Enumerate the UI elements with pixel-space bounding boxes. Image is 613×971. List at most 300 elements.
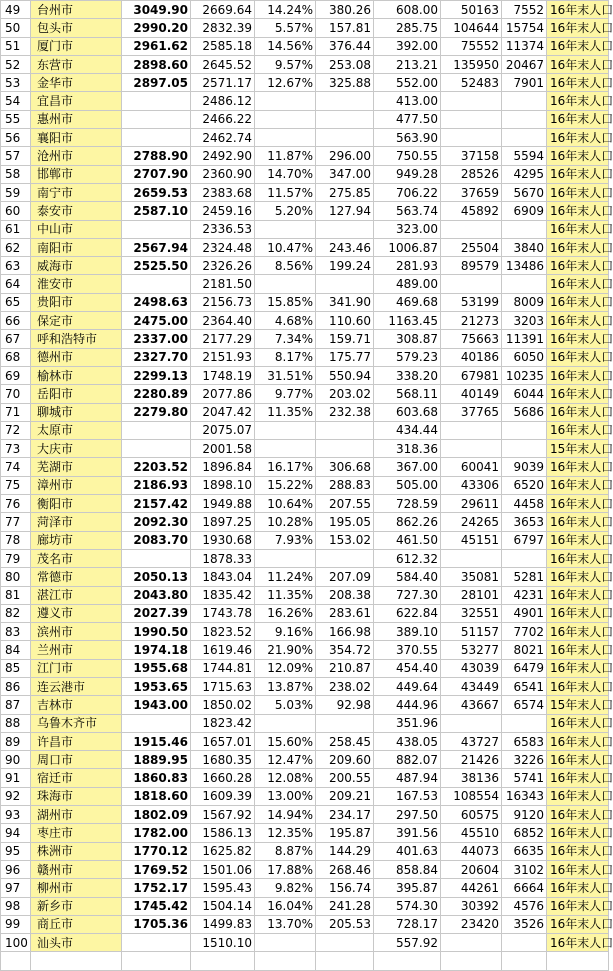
value-col-6: 4901 bbox=[502, 604, 547, 622]
population-value: 285.75 bbox=[374, 19, 441, 37]
growth-rate: 7.93% bbox=[255, 531, 316, 549]
table-row bbox=[1, 238, 609, 256]
gdp-value: 2897.05 bbox=[122, 74, 191, 92]
row-index: 98 bbox=[1, 897, 31, 915]
population-value: 489.00 bbox=[374, 275, 441, 293]
city-name: 大庆市 bbox=[31, 440, 122, 458]
population-value: 505.00 bbox=[374, 476, 441, 494]
per-capita-value: 53277 bbox=[441, 641, 502, 659]
per-capita-value: 43306 bbox=[441, 476, 502, 494]
row-index: 64 bbox=[1, 275, 31, 293]
gdp-value: 2280.89 bbox=[122, 385, 191, 403]
growth-rate: 12.35% bbox=[255, 824, 316, 842]
value-col-1: 1499.83 bbox=[191, 915, 255, 933]
table-row bbox=[1, 55, 609, 73]
per-capita-value: 43039 bbox=[441, 659, 502, 677]
table-row bbox=[1, 915, 609, 933]
value-col-6 bbox=[502, 440, 547, 458]
table-row bbox=[1, 92, 609, 110]
population-value: 449.64 bbox=[374, 677, 441, 695]
growth-rate bbox=[255, 421, 316, 439]
gdp-value bbox=[122, 934, 191, 952]
value-col-3: 157.81 bbox=[316, 19, 374, 37]
growth-rate: 14.24% bbox=[255, 1, 316, 19]
population-note: 16年末人口 bbox=[547, 641, 609, 659]
population-value: 167.53 bbox=[374, 787, 441, 805]
city-name: 聊城市 bbox=[31, 403, 122, 421]
per-capita-value: 23420 bbox=[441, 915, 502, 933]
table-row bbox=[1, 787, 609, 805]
population-note: 16年末人口 bbox=[547, 275, 609, 293]
row-index: 59 bbox=[1, 183, 31, 201]
growth-rate: 16.17% bbox=[255, 458, 316, 476]
population-note: 16年末人口 bbox=[547, 110, 609, 128]
value-col-6: 9039 bbox=[502, 458, 547, 476]
population-note: 16年末人口 bbox=[547, 860, 609, 878]
table-row bbox=[1, 440, 609, 458]
population-value: 552.00 bbox=[374, 74, 441, 92]
gdp-value: 1752.17 bbox=[122, 879, 191, 897]
empty-cell bbox=[122, 952, 191, 970]
value-col-1: 1619.46 bbox=[191, 641, 255, 659]
value-col-3 bbox=[316, 129, 374, 147]
per-capita-value: 40149 bbox=[441, 385, 502, 403]
gdp-value: 2279.80 bbox=[122, 403, 191, 421]
gdp-value: 2525.50 bbox=[122, 257, 191, 275]
population-value: 603.68 bbox=[374, 403, 441, 421]
population-note: 16年末人口 bbox=[547, 147, 609, 165]
row-index: 87 bbox=[1, 696, 31, 714]
value-col-3: 376.44 bbox=[316, 37, 374, 55]
row-index: 96 bbox=[1, 860, 31, 878]
population-value: 568.11 bbox=[374, 385, 441, 403]
table-row bbox=[1, 677, 609, 695]
gdp-value: 2050.13 bbox=[122, 568, 191, 586]
city-name: 厦门市 bbox=[31, 37, 122, 55]
per-capita-value: 21426 bbox=[441, 751, 502, 769]
population-value: 444.96 bbox=[374, 696, 441, 714]
value-col-1: 1835.42 bbox=[191, 586, 255, 604]
growth-rate: 15.85% bbox=[255, 293, 316, 311]
value-col-1: 2156.73 bbox=[191, 293, 255, 311]
value-col-6: 6574 bbox=[502, 696, 547, 714]
value-col-3: 275.85 bbox=[316, 183, 374, 201]
row-index: 71 bbox=[1, 403, 31, 421]
per-capita-value: 38136 bbox=[441, 769, 502, 787]
value-col-3 bbox=[316, 440, 374, 458]
row-index: 70 bbox=[1, 385, 31, 403]
value-col-3: 238.02 bbox=[316, 677, 374, 695]
value-col-3 bbox=[316, 220, 374, 238]
gdp-value: 1953.65 bbox=[122, 677, 191, 695]
population-value: 728.17 bbox=[374, 915, 441, 933]
per-capita-value: 52483 bbox=[441, 74, 502, 92]
row-index: 50 bbox=[1, 19, 31, 37]
value-col-6 bbox=[502, 92, 547, 110]
city-name: 滨州市 bbox=[31, 623, 122, 641]
growth-rate: 10.64% bbox=[255, 495, 316, 513]
value-col-6: 3653 bbox=[502, 513, 547, 531]
value-col-1: 1748.19 bbox=[191, 366, 255, 384]
population-note: 16年末人口 bbox=[547, 312, 609, 330]
growth-rate bbox=[255, 220, 316, 238]
gdp-value bbox=[122, 714, 191, 732]
gdp-value: 1705.36 bbox=[122, 915, 191, 933]
population-note: 15年末人口 bbox=[547, 696, 609, 714]
row-index: 66 bbox=[1, 312, 31, 330]
value-col-1: 1898.10 bbox=[191, 476, 255, 494]
gdp-value: 1943.00 bbox=[122, 696, 191, 714]
growth-rate: 17.88% bbox=[255, 860, 316, 878]
growth-rate: 7.34% bbox=[255, 330, 316, 348]
gdp-value: 1818.60 bbox=[122, 787, 191, 805]
growth-rate: 21.90% bbox=[255, 641, 316, 659]
per-capita-value: 75552 bbox=[441, 37, 502, 55]
value-col-3: 110.60 bbox=[316, 312, 374, 330]
city-name: 宿迁市 bbox=[31, 769, 122, 787]
value-col-1: 2047.42 bbox=[191, 403, 255, 421]
value-col-3: 234.17 bbox=[316, 806, 374, 824]
empty-cell bbox=[316, 952, 374, 970]
row-index: 72 bbox=[1, 421, 31, 439]
table-row bbox=[1, 604, 609, 622]
row-index: 84 bbox=[1, 641, 31, 659]
value-col-1: 2486.12 bbox=[191, 92, 255, 110]
city-name: 岳阳市 bbox=[31, 385, 122, 403]
city-name: 枣庄市 bbox=[31, 824, 122, 842]
table-row bbox=[1, 842, 609, 860]
population-value: 389.10 bbox=[374, 623, 441, 641]
city-name: 惠州市 bbox=[31, 110, 122, 128]
per-capita-value: 50163 bbox=[441, 1, 502, 19]
growth-rate: 11.35% bbox=[255, 403, 316, 421]
row-index: 52 bbox=[1, 55, 31, 73]
per-capita-value: 53199 bbox=[441, 293, 502, 311]
population-note: 16年末人口 bbox=[547, 293, 609, 311]
row-index: 62 bbox=[1, 238, 31, 256]
city-name: 汕头市 bbox=[31, 934, 122, 952]
growth-rate: 10.28% bbox=[255, 513, 316, 531]
gdp-value: 2043.80 bbox=[122, 586, 191, 604]
value-col-1: 2492.90 bbox=[191, 147, 255, 165]
value-col-6: 9120 bbox=[502, 806, 547, 824]
per-capita-value: 43667 bbox=[441, 696, 502, 714]
city-name: 南阳市 bbox=[31, 238, 122, 256]
gdp-value: 2990.20 bbox=[122, 19, 191, 37]
per-capita-value bbox=[441, 934, 502, 952]
city-name: 宜昌市 bbox=[31, 92, 122, 110]
per-capita-value: 60041 bbox=[441, 458, 502, 476]
value-col-6: 6664 bbox=[502, 879, 547, 897]
per-capita-value: 29611 bbox=[441, 495, 502, 513]
per-capita-value: 21273 bbox=[441, 312, 502, 330]
value-col-6: 4295 bbox=[502, 165, 547, 183]
table-row bbox=[1, 659, 609, 677]
growth-rate: 14.56% bbox=[255, 37, 316, 55]
row-index: 99 bbox=[1, 915, 31, 933]
gdp-value: 1915.46 bbox=[122, 732, 191, 750]
gdp-value: 2327.70 bbox=[122, 348, 191, 366]
row-index: 75 bbox=[1, 476, 31, 494]
table-row bbox=[1, 183, 609, 201]
growth-rate: 14.70% bbox=[255, 165, 316, 183]
growth-rate: 11.35% bbox=[255, 586, 316, 604]
gdp-value bbox=[122, 129, 191, 147]
growth-rate: 8.17% bbox=[255, 348, 316, 366]
table-row bbox=[1, 586, 609, 604]
table-row bbox=[1, 879, 609, 897]
table-row bbox=[1, 275, 609, 293]
row-index: 53 bbox=[1, 74, 31, 92]
value-col-1: 2571.17 bbox=[191, 74, 255, 92]
population-value: 487.94 bbox=[374, 769, 441, 787]
row-index: 100 bbox=[1, 934, 31, 952]
growth-rate: 4.68% bbox=[255, 312, 316, 330]
gdp-value: 1769.52 bbox=[122, 860, 191, 878]
population-note: 16年末人口 bbox=[547, 549, 609, 567]
value-col-6: 3203 bbox=[502, 312, 547, 330]
empty-cell bbox=[441, 952, 502, 970]
population-value: 323.00 bbox=[374, 220, 441, 238]
city-name: 保定市 bbox=[31, 312, 122, 330]
per-capita-value bbox=[441, 421, 502, 439]
value-col-1: 1501.06 bbox=[191, 860, 255, 878]
value-col-6: 3526 bbox=[502, 915, 547, 933]
value-col-6 bbox=[502, 714, 547, 732]
population-value: 949.28 bbox=[374, 165, 441, 183]
table-row bbox=[1, 129, 609, 147]
city-name: 泰安市 bbox=[31, 202, 122, 220]
per-capita-value: 20604 bbox=[441, 860, 502, 878]
gdp-value: 2186.93 bbox=[122, 476, 191, 494]
value-col-1: 1657.01 bbox=[191, 732, 255, 750]
table-row bbox=[1, 147, 609, 165]
population-note: 16年末人口 bbox=[547, 915, 609, 933]
value-col-6: 5594 bbox=[502, 147, 547, 165]
growth-rate bbox=[255, 934, 316, 952]
value-col-3: 253.08 bbox=[316, 55, 374, 73]
population-value: 563.74 bbox=[374, 202, 441, 220]
gdp-value: 2707.90 bbox=[122, 165, 191, 183]
population-value: 612.32 bbox=[374, 549, 441, 567]
population-value: 297.50 bbox=[374, 806, 441, 824]
growth-rate: 13.00% bbox=[255, 787, 316, 805]
city-name: 榆林市 bbox=[31, 366, 122, 384]
population-note: 16年末人口 bbox=[547, 659, 609, 677]
row-index: 49 bbox=[1, 1, 31, 19]
growth-rate: 9.57% bbox=[255, 55, 316, 73]
table-row bbox=[1, 385, 609, 403]
value-col-1: 2585.18 bbox=[191, 37, 255, 55]
value-col-3: 208.38 bbox=[316, 586, 374, 604]
population-value: 401.63 bbox=[374, 842, 441, 860]
population-note: 16年末人口 bbox=[547, 714, 609, 732]
row-index: 90 bbox=[1, 751, 31, 769]
population-note: 16年末人口 bbox=[547, 348, 609, 366]
per-capita-value: 45892 bbox=[441, 202, 502, 220]
city-name: 太原市 bbox=[31, 421, 122, 439]
population-note: 16年末人口 bbox=[547, 366, 609, 384]
population-note: 16年末人口 bbox=[547, 37, 609, 55]
row-index: 92 bbox=[1, 787, 31, 805]
empty-cell bbox=[31, 952, 122, 970]
per-capita-value: 37765 bbox=[441, 403, 502, 421]
growth-rate: 9.77% bbox=[255, 385, 316, 403]
value-col-1: 2181.50 bbox=[191, 275, 255, 293]
city-name: 菏泽市 bbox=[31, 513, 122, 531]
growth-rate bbox=[255, 92, 316, 110]
population-note: 16年末人口 bbox=[547, 238, 609, 256]
gdp-value: 2898.60 bbox=[122, 55, 191, 73]
value-col-3: 341.90 bbox=[316, 293, 374, 311]
gdp-value: 1889.95 bbox=[122, 751, 191, 769]
table-row bbox=[1, 330, 609, 348]
city-name: 德州市 bbox=[31, 348, 122, 366]
value-col-3: 325.88 bbox=[316, 74, 374, 92]
growth-rate: 13.87% bbox=[255, 677, 316, 695]
per-capita-value: 28101 bbox=[441, 586, 502, 604]
row-index: 81 bbox=[1, 586, 31, 604]
city-name: 南宁市 bbox=[31, 183, 122, 201]
gdp-value bbox=[122, 549, 191, 567]
city-name: 邯郸市 bbox=[31, 165, 122, 183]
value-col-6: 6797 bbox=[502, 531, 547, 549]
table-row bbox=[1, 714, 609, 732]
value-col-3 bbox=[316, 92, 374, 110]
table-row bbox=[1, 366, 609, 384]
value-col-3 bbox=[316, 549, 374, 567]
value-col-3: 209.60 bbox=[316, 751, 374, 769]
gdp-value: 1860.83 bbox=[122, 769, 191, 787]
city-name: 金华市 bbox=[31, 74, 122, 92]
table-row bbox=[1, 19, 609, 37]
growth-rate: 12.09% bbox=[255, 659, 316, 677]
city-name: 珠海市 bbox=[31, 787, 122, 805]
value-col-1: 1897.25 bbox=[191, 513, 255, 531]
value-col-3 bbox=[316, 934, 374, 952]
value-col-3 bbox=[316, 275, 374, 293]
value-col-6: 4458 bbox=[502, 495, 547, 513]
city-name: 漳州市 bbox=[31, 476, 122, 494]
row-index: 82 bbox=[1, 604, 31, 622]
population-value: 706.22 bbox=[374, 183, 441, 201]
growth-rate bbox=[255, 129, 316, 147]
per-capita-value: 135950 bbox=[441, 55, 502, 73]
population-note: 16年末人口 bbox=[547, 330, 609, 348]
value-col-1: 1625.82 bbox=[191, 842, 255, 860]
growth-rate: 11.57% bbox=[255, 183, 316, 201]
city-name: 新乡市 bbox=[31, 897, 122, 915]
row-index: 91 bbox=[1, 769, 31, 787]
value-col-3: 195.05 bbox=[316, 513, 374, 531]
gdp-value: 2659.53 bbox=[122, 183, 191, 201]
table-row bbox=[1, 531, 609, 549]
value-col-3 bbox=[316, 110, 374, 128]
value-col-3: 153.02 bbox=[316, 531, 374, 549]
population-note: 16年末人口 bbox=[547, 495, 609, 513]
value-col-3: 200.55 bbox=[316, 769, 374, 787]
table-row bbox=[1, 623, 609, 641]
population-note: 16年末人口 bbox=[547, 568, 609, 586]
city-name: 沧州市 bbox=[31, 147, 122, 165]
city-name: 商丘市 bbox=[31, 915, 122, 933]
value-col-3 bbox=[316, 714, 374, 732]
population-value: 750.55 bbox=[374, 147, 441, 165]
population-value: 392.00 bbox=[374, 37, 441, 55]
value-col-3: 232.38 bbox=[316, 403, 374, 421]
row-index: 60 bbox=[1, 202, 31, 220]
city-name: 常德市 bbox=[31, 568, 122, 586]
growth-rate: 12.47% bbox=[255, 751, 316, 769]
value-col-1: 1744.81 bbox=[191, 659, 255, 677]
population-value: 858.84 bbox=[374, 860, 441, 878]
population-note: 16年末人口 bbox=[547, 257, 609, 275]
value-col-1: 1586.13 bbox=[191, 824, 255, 842]
gdp-value bbox=[122, 110, 191, 128]
gdp-value bbox=[122, 92, 191, 110]
value-col-6: 6909 bbox=[502, 202, 547, 220]
value-col-1: 2466.22 bbox=[191, 110, 255, 128]
value-col-1: 1843.04 bbox=[191, 568, 255, 586]
per-capita-value: 43449 bbox=[441, 677, 502, 695]
table-row bbox=[1, 74, 609, 92]
population-note: 16年末人口 bbox=[547, 769, 609, 787]
value-col-6 bbox=[502, 275, 547, 293]
row-index: 67 bbox=[1, 330, 31, 348]
value-col-1: 2077.86 bbox=[191, 385, 255, 403]
value-col-6: 6520 bbox=[502, 476, 547, 494]
city-name: 连云港市 bbox=[31, 677, 122, 695]
value-col-3: 127.94 bbox=[316, 202, 374, 220]
per-capita-value: 43727 bbox=[441, 732, 502, 750]
growth-rate: 11.87% bbox=[255, 147, 316, 165]
population-note: 16年末人口 bbox=[547, 55, 609, 73]
table-row bbox=[1, 806, 609, 824]
population-note: 16年末人口 bbox=[547, 879, 609, 897]
value-col-6 bbox=[502, 934, 547, 952]
population-note: 16年末人口 bbox=[547, 421, 609, 439]
gdp-value: 2788.90 bbox=[122, 147, 191, 165]
value-col-1: 2326.26 bbox=[191, 257, 255, 275]
gdp-value: 2027.39 bbox=[122, 604, 191, 622]
per-capita-value bbox=[441, 110, 502, 128]
row-index: 58 bbox=[1, 165, 31, 183]
gdp-value bbox=[122, 220, 191, 238]
gdp-value: 1802.09 bbox=[122, 806, 191, 824]
row-index: 88 bbox=[1, 714, 31, 732]
value-col-3: 296.00 bbox=[316, 147, 374, 165]
table-row bbox=[1, 37, 609, 55]
value-col-1: 1660.28 bbox=[191, 769, 255, 787]
population-value: 728.59 bbox=[374, 495, 441, 513]
per-capita-value bbox=[441, 220, 502, 238]
table-row bbox=[1, 110, 609, 128]
value-col-6: 5686 bbox=[502, 403, 547, 421]
value-col-1: 2383.68 bbox=[191, 183, 255, 201]
population-note: 16年末人口 bbox=[547, 531, 609, 549]
population-note: 16年末人口 bbox=[547, 458, 609, 476]
population-note: 16年末人口 bbox=[547, 202, 609, 220]
city-name: 贵阳市 bbox=[31, 293, 122, 311]
value-col-6: 15754 bbox=[502, 19, 547, 37]
population-value: 351.96 bbox=[374, 714, 441, 732]
row-index: 61 bbox=[1, 220, 31, 238]
value-col-3: 175.77 bbox=[316, 348, 374, 366]
empty-cell bbox=[255, 952, 316, 970]
per-capita-value bbox=[441, 129, 502, 147]
value-col-3: 195.87 bbox=[316, 824, 374, 842]
city-name: 株洲市 bbox=[31, 842, 122, 860]
